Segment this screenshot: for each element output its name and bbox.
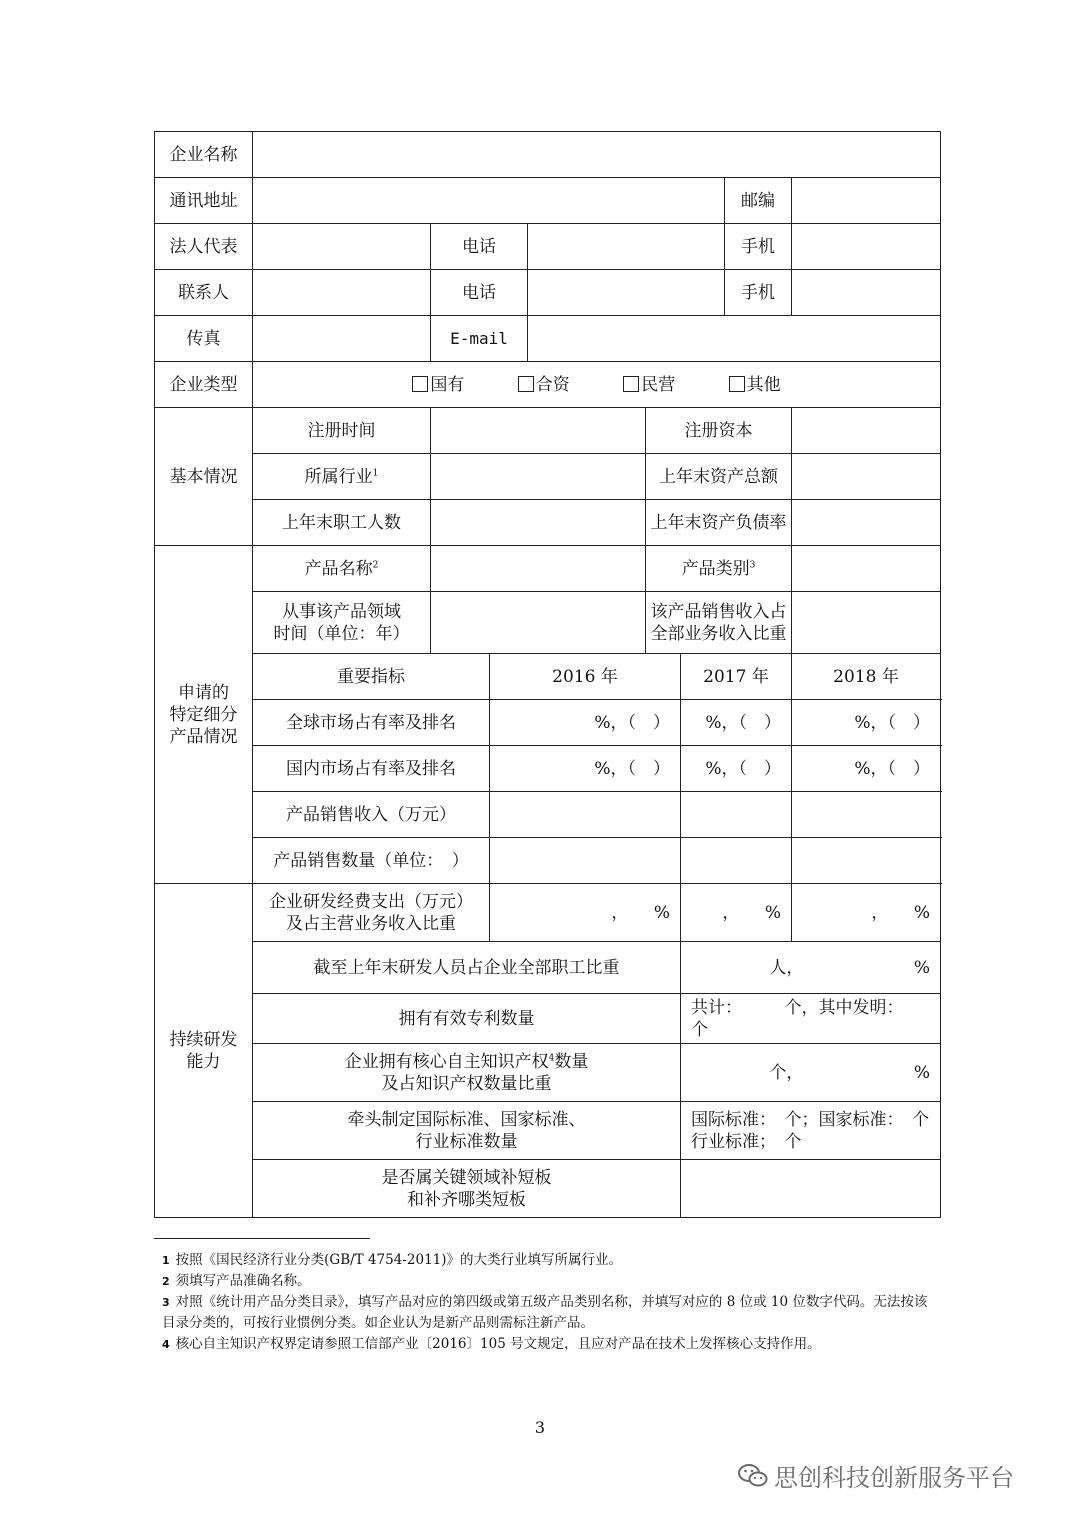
postcode-field[interactable] (792, 178, 941, 224)
year-2016-header: 2016 年 (490, 654, 681, 700)
debt-ratio-field[interactable] (792, 500, 941, 546)
domestic-share-2017[interactable]: %，（ ） (681, 746, 792, 792)
fax-field[interactable] (253, 316, 431, 362)
sales-revenue-label: 产品销售收入（万元） (253, 792, 490, 838)
row-sales-revenue (155, 792, 941, 838)
legal-rep-phone-label: 电话 (431, 224, 528, 270)
option-private[interactable]: 民营 (623, 374, 675, 396)
reg-capital-field[interactable] (792, 408, 941, 454)
year-2018-header: 2018 年 (792, 654, 941, 700)
contact-phone-label: 电话 (431, 270, 528, 316)
sales-revenue-2018[interactable] (792, 792, 941, 838)
domestic-share-2018[interactable]: %，（ ） (792, 746, 941, 792)
row-contact (155, 270, 941, 316)
row-reg-time (155, 408, 941, 454)
sales-volume-2017[interactable] (681, 838, 792, 884)
global-share-2017[interactable]: %，（ ） (681, 700, 792, 746)
rd-spend-2018[interactable]: ， % (792, 884, 941, 942)
footnote-divider (154, 1238, 370, 1239)
standards-field[interactable]: 国际标准： 个；国家标准： 个 行业标准； 个 (681, 1102, 941, 1160)
email-label: E-mail (431, 316, 528, 362)
rd-spend-label: 企业研发经费支出（万元） 及占主营业务收入比重 (253, 884, 490, 942)
year-2017-header: 2017 年 (681, 654, 792, 700)
address-field[interactable] (253, 178, 725, 224)
product-years-label: 从事该产品领域 时间（单位：年） (253, 592, 431, 654)
product-name-label: 产品名称$^2$ (253, 546, 431, 592)
employees-field[interactable] (431, 500, 646, 546)
footnote-4: 4 核心自主知识产权界定请参照工信部产业〔2016〕105 号文规定，且应对产品在技术上发挥核心支持作用。 (162, 1336, 821, 1352)
checkbox-icon[interactable] (412, 376, 428, 392)
industry-label: 所属行业$^1$ (253, 454, 431, 500)
total-assets-label: 上年末资产总额 (646, 454, 792, 500)
fax-label: 传真 (155, 316, 253, 362)
company-type-options (253, 362, 941, 408)
watermark-text: 思创科技创新服务平台 (774, 1464, 1014, 1492)
company-name-label: 企业名称 (155, 132, 253, 178)
row-rd-spend (155, 884, 941, 942)
row-sales-volume (155, 838, 941, 884)
core-ip-label: 企业拥有核心自主知识产权$^4$数量 及占知识产权数量比重 (253, 1044, 681, 1102)
industry-field[interactable] (431, 454, 646, 500)
rd-spend-2016[interactable]: ， % (490, 884, 681, 942)
product-years-field[interactable] (431, 592, 646, 654)
sales-revenue-2017[interactable] (681, 792, 792, 838)
footnotes (162, 1250, 932, 1355)
checkbox-icon[interactable] (729, 376, 745, 392)
standards-label: 牵头制定国际标准、国家标准、 行业标准数量 (253, 1102, 681, 1160)
sales-volume-2016[interactable] (490, 838, 681, 884)
footnote-1: 1 按照《国民经济行业分类(GB/T 4754-2011)》的大类行业填写所属行业。 (162, 1252, 623, 1268)
contact-label: 联系人 (155, 270, 253, 316)
footnote-3: 3 对照《统计用产品分类目录》，填写产品对应的第四级或第五级产品类别名称，并填写对应的 8 位或 10 位数字代码。无法按该目录分类的，可按行业惯例分类。如企业认为是新产品则需标注新产品。 (162, 1294, 928, 1331)
rd-staff-field[interactable]: 人， % (681, 942, 941, 994)
product-share-label: 该产品销售收入占 全部业务收入比重 (646, 592, 792, 654)
option-joint-venture[interactable]: 合资 (518, 374, 570, 396)
domestic-share-label: 国内市场占有率及排名 (253, 746, 490, 792)
shortboard-field[interactable] (681, 1160, 941, 1218)
checkbox-icon[interactable] (518, 376, 534, 392)
employees-label: 上年末职工人数 (253, 500, 431, 546)
sales-volume-2018[interactable] (792, 838, 941, 884)
row-industry (155, 454, 941, 500)
application-form-table (154, 131, 941, 1218)
contact-field[interactable] (253, 270, 431, 316)
legal-rep-mobile-field[interactable] (792, 224, 941, 270)
row-patents (155, 994, 941, 1044)
contact-mobile-field[interactable] (792, 270, 941, 316)
indicator-label: 重要指标 (253, 654, 490, 700)
sales-volume-label: 产品销售数量（单位： ） (253, 838, 490, 884)
global-share-2018[interactable]: %，（ ） (792, 700, 941, 746)
core-ip-field[interactable]: 个， % (681, 1044, 941, 1102)
product-category-label: 产品类别$^3$ (646, 546, 792, 592)
row-company-name (155, 132, 941, 178)
patents-field[interactable]: 共计： 个，其中发明： 个 (681, 994, 941, 1044)
reg-time-label: 注册时间 (253, 408, 431, 454)
address-label: 通讯地址 (155, 178, 253, 224)
row-global-share (155, 700, 941, 746)
row-address (155, 178, 941, 224)
legal-rep-phone-field[interactable] (528, 224, 725, 270)
footnote-2: 2 须填写产品准确名称。 (162, 1273, 311, 1289)
option-state-owned[interactable]: 国有 (412, 374, 464, 396)
row-legal-rep (155, 224, 941, 270)
row-core-ip (155, 1044, 941, 1102)
rd-staff-label: 截至上年末研发人员占企业全部职工比重 (253, 942, 681, 994)
email-field[interactable] (528, 316, 941, 362)
row-employees (155, 500, 941, 546)
wechat-icon (738, 1463, 768, 1489)
watermark (738, 1458, 1014, 1493)
contact-phone-field[interactable] (528, 270, 725, 316)
page-number: 3 (534, 1418, 546, 1437)
row-standards (155, 1102, 941, 1160)
row-rd-staff (155, 942, 941, 994)
company-type-label: 企业类型 (155, 362, 253, 408)
company-name-field[interactable] (253, 132, 941, 178)
rd-section-label: 持续研发 能力 (155, 884, 253, 1218)
legal-rep-label: 法人代表 (155, 224, 253, 270)
domestic-share-2016[interactable]: %，（ ） (490, 746, 681, 792)
sales-revenue-2016[interactable] (490, 792, 681, 838)
shortboard-label: 是否属关键领域补短板 和补齐哪类短板 (253, 1160, 681, 1218)
product-section-label: 申请的 特定细分 产品情况 (155, 546, 253, 884)
global-share-2016[interactable]: %，（ ） (490, 700, 681, 746)
contact-mobile-label: 手机 (725, 270, 792, 316)
row-domestic-share (155, 746, 941, 792)
postcode-label: 邮编 (725, 178, 792, 224)
checkbox-icon[interactable] (623, 376, 639, 392)
row-product-years (155, 592, 941, 654)
row-company-type (155, 362, 941, 408)
row-product-name (155, 546, 941, 592)
legal-rep-field[interactable] (253, 224, 431, 270)
basic-section-label: 基本情况 (155, 408, 253, 546)
rd-spend-2017[interactable]: ， % (681, 884, 792, 942)
option-other[interactable]: 其他 (729, 374, 781, 396)
row-indicator-header (155, 654, 941, 700)
product-share-field[interactable] (792, 592, 941, 654)
global-share-label: 全球市场占有率及排名 (253, 700, 490, 746)
reg-capital-label: 注册资本 (646, 408, 792, 454)
debt-ratio-label: 上年末资产负债率 (646, 500, 792, 546)
product-name-field[interactable] (431, 546, 646, 592)
row-shortboard (155, 1160, 941, 1218)
total-assets-field[interactable] (792, 454, 941, 500)
reg-time-field[interactable] (431, 408, 646, 454)
legal-rep-mobile-label: 手机 (725, 224, 792, 270)
patents-label: 拥有有效专利数量 (253, 994, 681, 1044)
row-fax (155, 316, 941, 362)
product-category-field[interactable] (792, 546, 941, 592)
